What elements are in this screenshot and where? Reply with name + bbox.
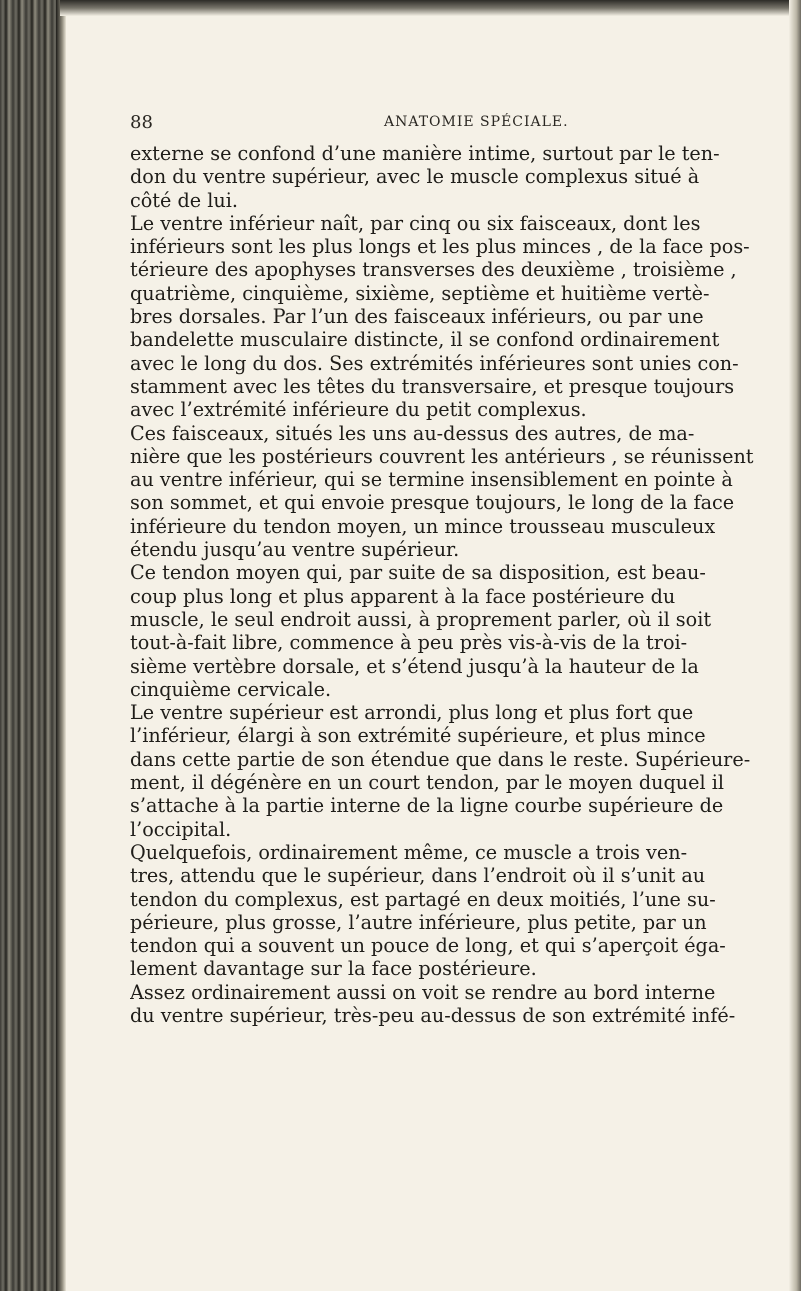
text-line: cinquième cervicale. bbox=[130, 677, 332, 701]
text-line: Assez ordinairement aussi on voit se rendre au bord interne bbox=[130, 980, 716, 1004]
text-line: tendon qui a souvent un pouce de long, et qui s’aperçoit éga- bbox=[130, 934, 726, 958]
text-line: tendon du complexus, est partagé en deux moitiés, l’une su- bbox=[130, 887, 716, 911]
text-line: du ventre supérieur, très-peu au-dessus de son extrémité infé- bbox=[130, 1003, 736, 1027]
text-line: au ventre inférieur, qui se termine insensiblement en pointe à bbox=[130, 468, 733, 492]
text-line: lement davantage sur la face postérieure. bbox=[130, 957, 537, 981]
text-line: Quelquefois, ordinairement même, ce muscle a trois ven- bbox=[130, 840, 688, 864]
text-line: inférieurs sont les plus longs et les plus minces , de la face pos- bbox=[130, 235, 750, 259]
text-line: Le ventre inférieur naît, par cinq ou six faisceaux, dont les bbox=[130, 211, 701, 235]
text-line: coup plus long et plus apparent à la face postérieure du bbox=[130, 584, 676, 608]
text-line: nière que les postérieurs couvrent les antérieurs , se réunissent bbox=[130, 444, 754, 468]
text-line: ment, il dégénère en un court tendon, par le moyen duquel il bbox=[130, 771, 725, 795]
text-line: avec le long du dos. Ses extrémités inférieures sont unies con- bbox=[130, 351, 739, 375]
body-text bbox=[130, 142, 790, 1027]
text-line: dans cette partie de son étendue que dans le reste. Supérieure- bbox=[130, 747, 751, 771]
text-line: muscle, le seul endroit aussi, à proprement parler, où il soit bbox=[130, 607, 712, 631]
text-line: tout-à-fait libre, commence à peu près vis-à-vis de la troi- bbox=[130, 631, 688, 655]
text-line: térieure des apophyses transverses des deuxième , troisième , bbox=[130, 258, 737, 282]
text-line: son sommet, et qui envoie presque toujours, le long de la face bbox=[130, 491, 735, 515]
text-line: quatrième, cinquième, sixième, septième et huitième vertè- bbox=[130, 281, 710, 305]
page-header bbox=[130, 112, 730, 142]
page-number: 88 bbox=[130, 112, 153, 133]
text-line: bres dorsales. Par l’un des faisceaux inférieurs, ou par une bbox=[130, 305, 704, 329]
text-line: externe se confond d’une manière intime, surtout par le ten- bbox=[130, 142, 720, 165]
top-edge-shadow bbox=[60, 0, 801, 16]
text-line: s’attache à la partie interne de la ligne courbe supérieure de bbox=[130, 794, 724, 818]
text-line: bandelette musculaire distincte, il se confond ordinairement bbox=[130, 328, 720, 352]
text-line: avec l’extrémité inférieure du petit complexus. bbox=[130, 398, 587, 422]
text-line: Ces faisceaux, situés les uns au-dessus des autres, de ma- bbox=[130, 421, 695, 445]
text-line: inférieure du tendon moyen, un mince trousseau musculeux bbox=[130, 514, 716, 538]
text-line: l’inférieur, élargi à son extrémité supérieure, et plus mince bbox=[130, 724, 706, 748]
text-line: Le ventre supérieur est arrondi, plus long et plus fort que bbox=[130, 701, 694, 725]
text-line: périeure, plus grosse, l’autre inférieure, plus petite, par un bbox=[130, 910, 707, 934]
running-title: ANATOMIE SPÉCIALE. bbox=[384, 114, 569, 130]
text-line: stamment avec les têtes du transversaire, et presque toujours bbox=[130, 374, 735, 398]
text-line: étendu jusqu’au ventre supérieur. bbox=[130, 538, 460, 562]
text-line: l’occipital. bbox=[130, 817, 232, 841]
book-binding bbox=[0, 0, 60, 1291]
text-line: Ce tendon moyen qui, par suite de sa disposition, est beau- bbox=[130, 561, 706, 585]
text-line: tres, attendu que le supérieur, dans l’endroit où il s’unit au bbox=[130, 864, 706, 888]
right-page-edge bbox=[789, 0, 801, 1291]
binding-edge-shadow bbox=[56, 0, 66, 1291]
text-line: côté de lui. bbox=[130, 188, 238, 212]
text-line: don du ventre supérieur, avec le muscle complexus situé à bbox=[130, 165, 700, 189]
text-line: sième vertèbre dorsale, et s’étend jusqu’à la hauteur de la bbox=[130, 654, 699, 678]
